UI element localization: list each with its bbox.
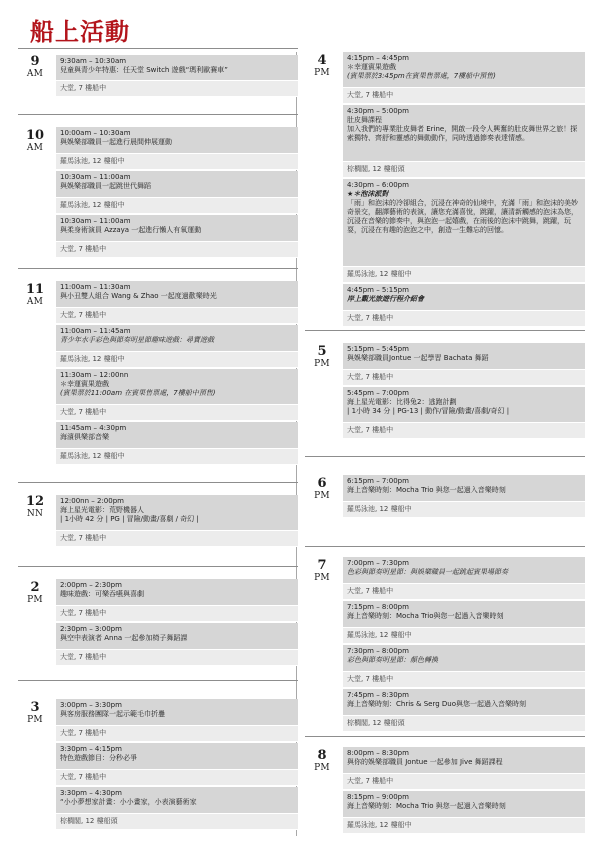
- event-location: 大堂, 7 樓船中: [56, 308, 298, 324]
- event-item: 8:15pm – 9:00pm 海上音樂時刻：Mocha Trio 與您一起過入音樂時刻: [343, 791, 585, 818]
- event-item: 7:00pm – 7:30pm 色彩與節奏明星節：與娛樂職員一起跳起賓果場節奏: [343, 557, 585, 584]
- event-location: 大堂, 7 樓船中: [56, 606, 298, 622]
- hour-label: 7 PM: [314, 558, 330, 583]
- event-location: 大堂, 7 樓船中: [343, 584, 585, 600]
- event-location: 大堂, 7 樓船中: [56, 81, 298, 97]
- event-item: 2:00pm – 2:30pm 趣味遊戲：可樂吞嚥與喜劇: [56, 579, 298, 606]
- event-location: 棕櫚閣, 12 樓船頭: [343, 716, 585, 732]
- event-location: 大堂, 7 樓船中: [343, 672, 585, 688]
- event-location: 棕櫚閣, 12 樓船頭: [56, 814, 298, 830]
- event-location: 羅馬泳池, 12 樓船中: [343, 267, 585, 283]
- hour-block-11am: [18, 268, 298, 482]
- hour-label: 4 PM: [314, 53, 330, 78]
- event-item: 3:30pm – 4:30pm “小小夢想家計畫：小小畫家，小表演藝術家: [56, 787, 298, 814]
- event-item: 3:30pm – 4:15pm 特色遊戲節目：分秒必爭: [56, 743, 298, 770]
- event-item: 12:00nn – 2:00pm 海上星光電影：荒野機器人 | 1小時 42 分 | PG | 冒險/動畫/喜劇 / 奇幻 |: [56, 495, 298, 531]
- hour-block-3pm: [18, 680, 298, 840]
- hour-label: 5 PM: [314, 344, 330, 369]
- hour-label: 9 AM: [26, 54, 44, 79]
- event-item: 5:15pm – 5:45pm 與娛樂部職員Jontue 一起學習 Bachata 舞蹈: [343, 343, 585, 370]
- event-item: 6:15pm – 7:00pm 海上音樂時刻：Mocha Trio 與您一起過入音樂時刻: [343, 475, 585, 502]
- hour-block-10am: [18, 114, 298, 268]
- event-item: 8:00pm – 8:30pm 與你的娛樂部職員 Jontue 一起參加 Jive 舞蹈課程: [343, 747, 585, 774]
- event-location: 大堂, 7 樓船中: [343, 311, 585, 327]
- hour-block-9am: [18, 48, 298, 114]
- event-location: 大堂, 7 樓船中: [343, 423, 585, 439]
- event-location: 羅馬泳池, 12 樓船中: [343, 818, 585, 834]
- event-location: 大堂, 7 樓船中: [56, 531, 298, 547]
- event-location: 棕櫚閣, 12 樓船頭: [343, 162, 585, 178]
- hour-block-7pm: [305, 546, 585, 736]
- hour-label: 2 PM: [27, 580, 43, 605]
- event-item: 10:00am – 10:30am 與娛樂部職員一起進行晨間伸展運動: [56, 127, 298, 154]
- hour-block-2pm: [18, 566, 298, 680]
- event-item: 4:30pm – 6:00pm ★＊泡沫派對 「雨」和泡沫的冷卻組合，沉浸在神奇的仙境中，充滿「雨」和泡沫的美妙奇景交，翻譯藝術的表演，讓您充滿喜悅，跳躍，讓清新觸感的泡沫為您，沉浸在音樂的節奏中，與泡泡一起嬉戲，在雨後的泡沫中跳舞，跳躍，玩耍，沉浸在有趣的泡泡之中，創造一生難忘的回憶。: [343, 179, 585, 267]
- event-location: 大堂, 7 樓船中: [56, 650, 298, 666]
- hour-block-6pm: [305, 456, 585, 546]
- event-item: 10:30am – 11:00am 與娛樂部職員一起跳世代舞蹈: [56, 171, 298, 198]
- event-location: 大堂, 7 樓船中: [56, 726, 298, 742]
- event-item: 2:30pm – 3:00pm 與空中表演者 Anna 一起參加椅子舞蹈課: [56, 623, 298, 650]
- hour-label: 11 AM: [25, 282, 45, 307]
- page-title: 船上活動: [30, 17, 130, 46]
- event-item: 10:30am – 11:00am 與柔身術演員 Azzaya 一起進行懶人有氧運動: [56, 215, 298, 242]
- event-location: 羅馬泳池, 12 樓船中: [56, 198, 298, 214]
- event-item: 11:00am – 11:45am 青少年水手彩色與節奏明星節趣味遊戲：尋寶遊戲: [56, 325, 298, 352]
- event-item: 11:45am – 4:30pm 海濱俱樂部音樂: [56, 422, 298, 449]
- hour-label: 6 PM: [314, 476, 330, 501]
- event-location: 大堂, 7 樓船中: [56, 242, 298, 258]
- event-item: 7:45pm – 8:30pm 海上音樂時刻：Chris & Serg Duo與您一起過入音樂時刻: [343, 689, 585, 716]
- hour-label: 10 AM: [25, 128, 45, 153]
- event-item: 11:30am – 12:00nn ＊幸運賓果遊戲 (賓果票於11:00am 在賓果售票處，7樓船中預售): [56, 369, 298, 405]
- hour-block-5pm: [305, 330, 585, 456]
- hour-label: 8 PM: [314, 748, 330, 773]
- event-item: 5:45pm – 7:00pm 海上星光電影：比得兔2：逃跑計劃 | 1小時 34 分 | PG-13 | 動作/冒險/動畫/喜劇/奇幻 |: [343, 387, 585, 423]
- event-item: 9:30am – 10:30am 兒童與青少年特惠：任天堂 Switch 遊戲“瑪利歐賽車”: [56, 55, 298, 81]
- hour-block-12nn: [18, 482, 298, 566]
- event-location: 大堂, 7 樓船中: [343, 774, 585, 790]
- event-location: 羅馬泳池, 12 樓船中: [343, 502, 585, 518]
- event-location: 羅馬泳池, 12 樓船中: [343, 628, 585, 644]
- event-location: 大堂, 7 樓船中: [343, 370, 585, 386]
- event-item: 4:15pm – 4:45pm ＊幸運賓果遊戲 (賓果票於3:45pm在賓果售票處，7樓船中預售): [343, 52, 585, 88]
- event-item: 11:00am – 11:30am 與小丑雙人組合 Wang & Zhao 一起度過歡樂時光: [56, 281, 298, 308]
- hour-label: 3 PM: [27, 700, 43, 725]
- hour-label: 12 NN: [25, 494, 45, 519]
- hour-block-4pm: [305, 48, 585, 330]
- event-item: 4:45pm – 5:15pm 岸上觀光旅遊行程介紹會: [343, 284, 585, 311]
- event-item: 7:30pm – 8:00pm 彩色與節奏明星節：顏色轉換: [343, 645, 585, 672]
- event-location: 羅馬泳池, 12 樓船中: [56, 352, 298, 368]
- hour-block-8pm: [305, 736, 585, 844]
- event-location: 大堂, 7 樓船中: [56, 770, 298, 786]
- event-location: 羅馬泳池, 12 樓船中: [56, 154, 298, 170]
- event-item: 3:00pm – 3:30pm 與客房服務團隊一起示範毛巾折疊: [56, 699, 298, 726]
- event-item: 7:15pm – 8:00pm 海上音樂時刻：Mocha Trio與您一起過入音樂時刻: [343, 601, 585, 628]
- event-location: 大堂, 7 樓船中: [343, 88, 585, 104]
- event-location: 羅馬泳池, 12 樓船中: [56, 449, 298, 465]
- event-item: 4:30pm – 5:00pm 肚皮舞課程 加入我們的專業肚皮舞者 Erine，開啟一段令人興奮的肚皮舞世界之旅！探索獨特、齊舒和靈感的舞動動作，同時透過節奏表達情感。: [343, 105, 585, 162]
- event-location: 大堂, 7 樓船中: [56, 405, 298, 421]
